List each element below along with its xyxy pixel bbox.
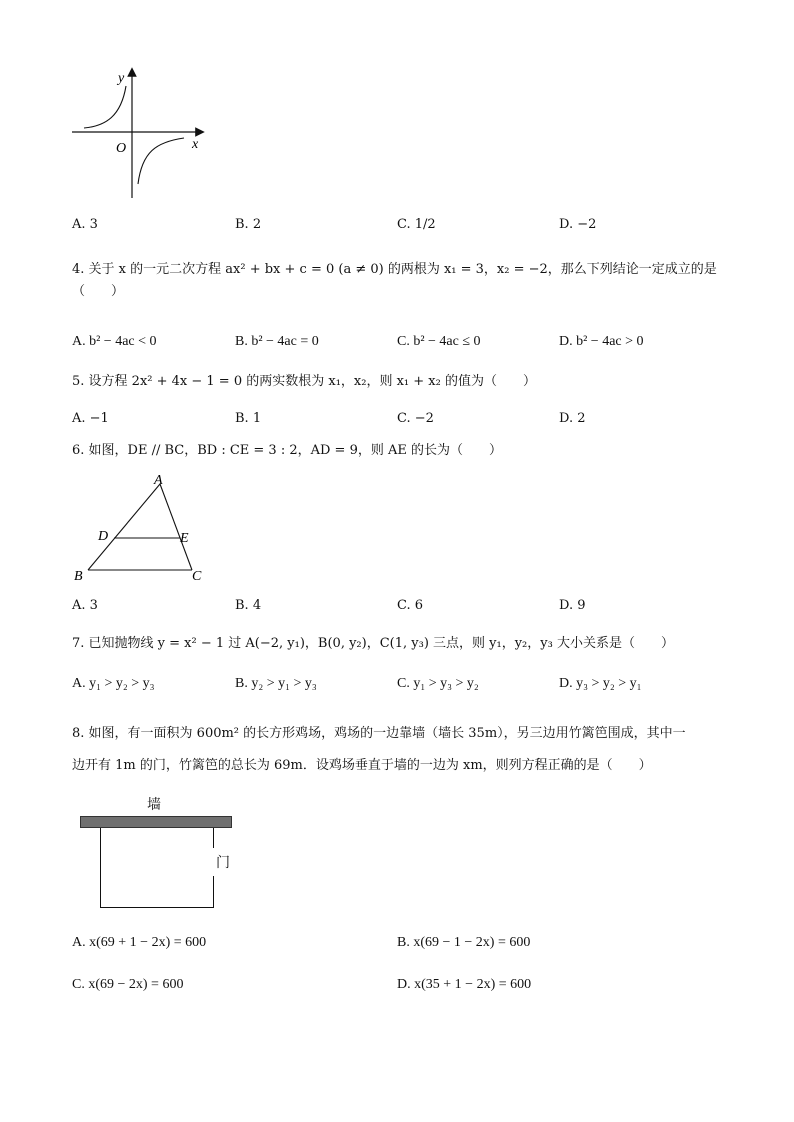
q3-option-a[interactable]: A. 3 [72,217,98,232]
q8-line2: 边开有 1m 的门，竹篱笆的总长为 69m．设鸡场垂直于墙的一边为 xm，则列方程正确的是（ ） [72,758,652,773]
q7-option-a[interactable]: A. y₁ > y₂ > y₃ [72,676,155,691]
q4-option-a[interactable]: A. b² − 4ac < 0 [72,334,157,349]
q8-line1: 8. 如图，有一面积为 600m² 的长方形鸡场，鸡场的一边靠墙（墙长 35m），另三边用竹篱笆围成，其中一 [72,726,686,741]
origin-label: O [116,141,127,156]
label-c: C [192,569,202,584]
q4-text: 4. 关于 x 的一元二次方程 ax² + bx + c = 0 (a ≠ 0) 的两根为 x₁ = 3，x₂ = −2，那么下列结论一定成立的是 [72,262,717,277]
q6-option-c[interactable]: C. 6 [397,598,424,613]
label-e: E [180,531,189,546]
label-d: D [98,529,109,544]
q7-option-b[interactable]: B. y₂ > y₁ > y₃ [235,676,317,691]
q3-option-d[interactable]: D. −2 [559,217,597,232]
q6-option-a[interactable]: A. 3 [72,598,98,613]
wall [80,816,232,828]
q5-stem: 5. 设方程 2x² + 4x − 1 = 0 的两实数根为 x₁，x₂，则 x₁ + x₂ 的值为（ ） [72,374,536,389]
coop-left-side [100,828,101,908]
door-label: 门 [216,855,230,871]
q8-option-d[interactable]: D. x(35 + 1 − 2x) = 600 [397,977,532,992]
q4-option-c[interactable]: C. b² − 4ac ≤ 0 [397,334,481,349]
q5-option-a[interactable]: A. −1 [72,411,109,426]
q5-option-b[interactable]: B. 1 [235,411,262,426]
q5-option-d[interactable]: D. 2 [559,411,586,426]
q5-option-c[interactable]: C. −2 [397,411,434,426]
q4-stem [72,259,732,303]
q7-option-c[interactable]: C. y₁ > y₃ > y₂ [397,676,479,691]
q8-option-a[interactable]: A. x(69 + 1 − 2x) = 600 [72,935,207,950]
hyperbola-graph [66,66,206,200]
coop-bottom-side [100,907,214,908]
label-a: A [154,473,163,488]
coop-right-side-lower [213,876,214,908]
q4-paren: （ ） [72,284,125,299]
q8-option-b[interactable]: B. x(69 − 1 − 2x) = 600 [397,935,531,950]
q7-stem: 7. 已知抛物线 y = x² − 1 过 A(−2, y₁)，B(0, y₂)，C(1, y₃) 三点，则 y₁，y₂，y₃ 大小关系是（ ） [72,636,674,651]
q3-option-b[interactable]: B. 2 [235,217,262,232]
q8-option-c[interactable]: C. x(69 − 2x) = 600 [72,977,184,992]
wall-label: 墙 [147,797,161,813]
y-axis-label: y [118,71,125,86]
q8-stem [72,718,732,782]
triangle-figure [70,470,210,586]
q6-option-d[interactable]: D. 9 [559,598,586,613]
segment-ab [88,484,160,570]
q4-option-b[interactable]: B. b² − 4ac = 0 [235,334,319,349]
q4-option-d[interactable]: D. b² − 4ac > 0 [559,334,644,349]
segment-ac [160,484,192,570]
hyperbola-branch-lower-right [138,138,184,184]
q3-option-c[interactable]: C. 1/2 [397,217,436,232]
x-axis-label: x [192,137,199,152]
q7-option-d[interactable]: D. y₃ > y₂ > y₁ [559,676,642,691]
coop-right-side-upper [213,828,214,848]
q6-option-b[interactable]: B. 4 [235,598,262,613]
hyperbola-branch-upper-left [84,86,126,128]
label-b: B [74,569,83,584]
q6-stem: 6. 如图，DE // BC，BD : CE = 3 : 2，AD = 9，则 AE 的长为（ ） [72,443,502,458]
